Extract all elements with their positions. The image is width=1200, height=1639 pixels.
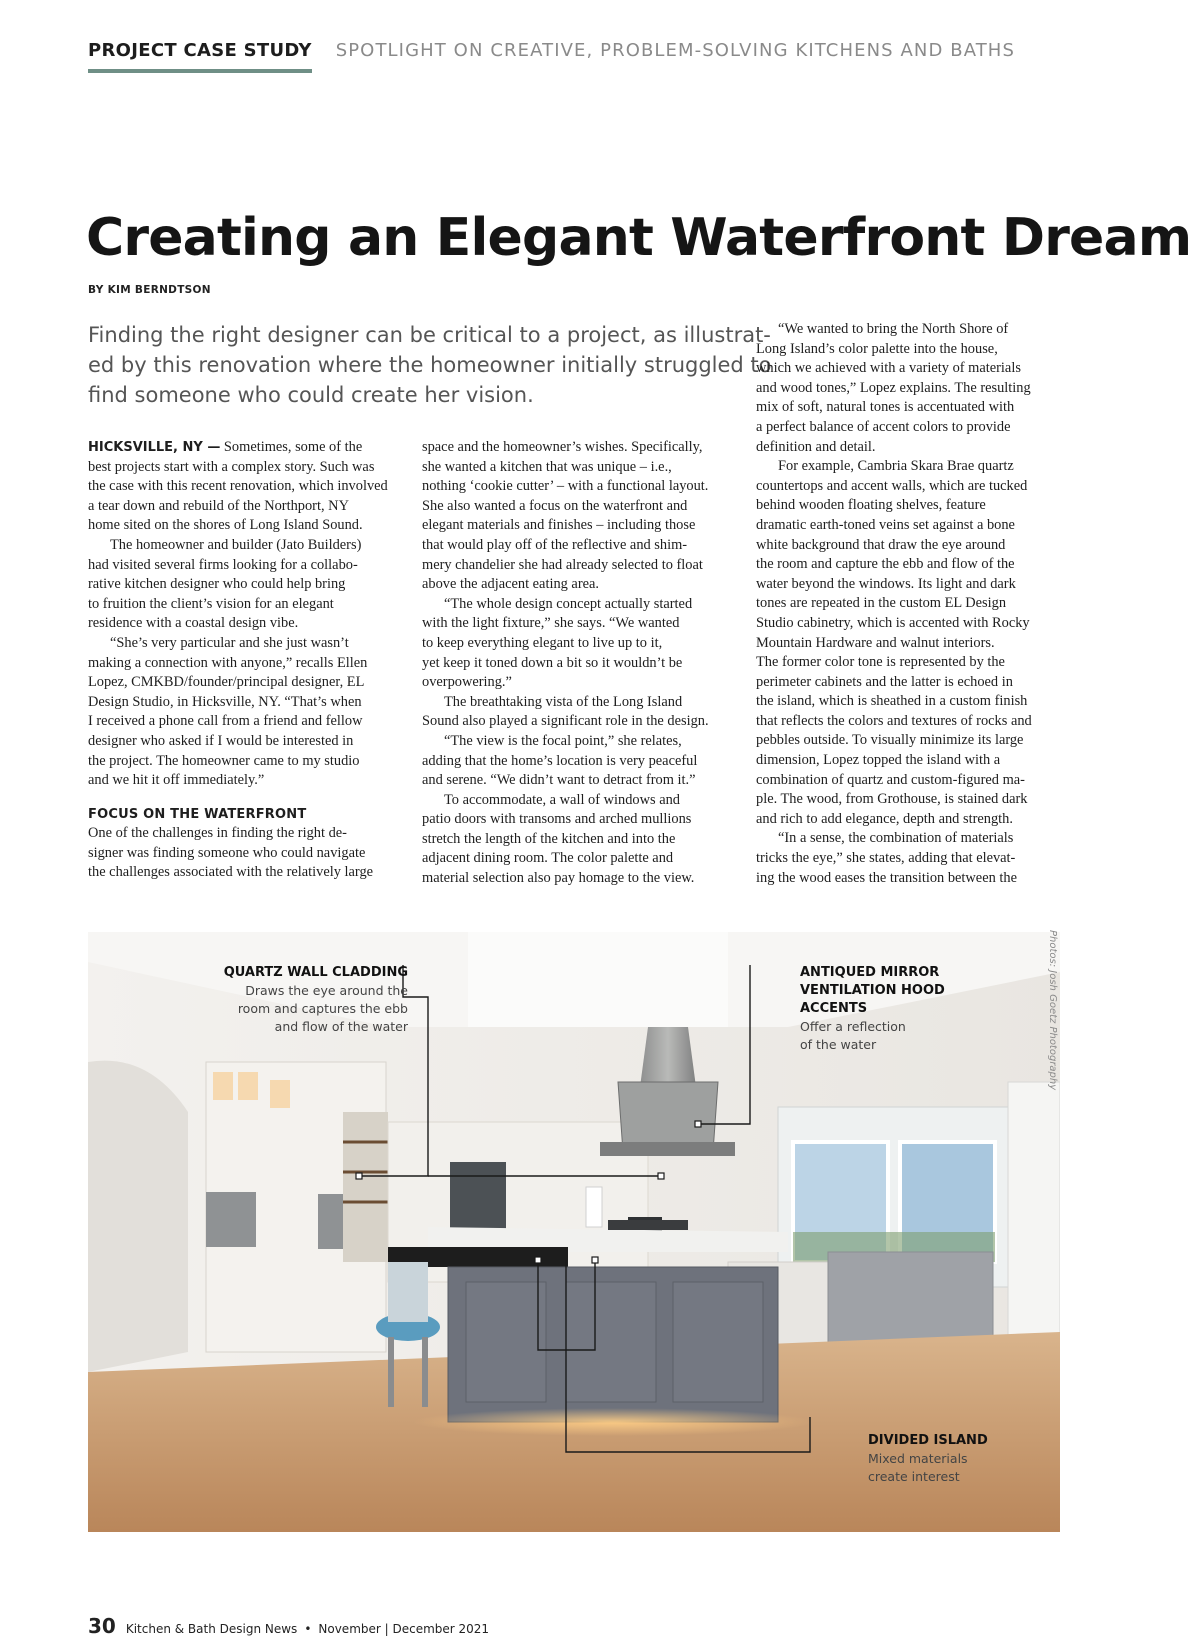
text-line: a tear down and rebuild of the Northport, NY: [88, 497, 349, 514]
callout-island: [868, 1432, 1038, 1486]
section-header: [88, 40, 1015, 74]
text-line: which we achieved with a variety of materials: [756, 360, 1021, 377]
callout-quartz: [200, 964, 408, 1036]
text-line: residence with a coastal design vibe.: [88, 615, 299, 632]
callout-heading: VENTILATION HOOD: [800, 983, 945, 998]
text-line: countertops and accent walls, which are tucked: [756, 477, 1028, 494]
section-tagline: SPOTLIGHT ON CREATIVE, PROBLEM-SOLVING KITCHENS AND BATHS: [335, 40, 1015, 61]
footer-separator: •: [304, 1622, 312, 1636]
text-line: rative kitchen designer who could help bring: [88, 576, 346, 593]
issue-date: November | December 2021: [318, 1622, 490, 1636]
text-fragment: Sometimes, some of the: [220, 439, 363, 455]
callout-body: Mixed materials: [868, 1451, 968, 1466]
island-marker: [592, 1257, 598, 1263]
text-line: “We wanted to bring the North Shore of: [778, 321, 1009, 337]
wall-oven: [206, 1192, 256, 1247]
callout-body: and flow of the water: [274, 1019, 408, 1034]
island-marker: [535, 1257, 541, 1263]
text-line: that would play off of the reflective and shim-: [422, 536, 688, 553]
article-deck: [88, 320, 772, 410]
text-line: The homeowner and builder (Jato Builders): [110, 536, 362, 553]
vase: [586, 1187, 602, 1227]
mirror-marker: [695, 1121, 701, 1127]
text-line: white background that draw the eye around: [756, 536, 1006, 553]
text-line: and wood tones,” Lopez explains. The resulting: [756, 379, 1031, 396]
hood-base: [600, 1142, 735, 1156]
glass-cabinet: [270, 1080, 290, 1108]
callout-body: Offer a reflection: [800, 1019, 906, 1034]
glass-cabinet: [213, 1072, 233, 1100]
text-line: nothing ‘cookie cutter’ – with a functional layout.: [422, 478, 709, 495]
island-panel: [466, 1282, 546, 1402]
deck-line: find someone who could create her vision.: [88, 383, 534, 407]
text-line: the project. The homeowner came to my studio: [88, 752, 360, 769]
arch-doorway: [88, 1061, 188, 1372]
article-column-2: [422, 438, 734, 889]
antiqued-mirror-hood: [618, 1082, 718, 1152]
text-line: the room and capture the ebb and flow of the: [756, 556, 1015, 573]
text-line: adjacent dining room. The color palette and: [422, 850, 674, 867]
text-line: space and the homeowner’s wishes. Specifically,: [422, 439, 703, 455]
text-line: the island, which is sheathed in a custom finish: [756, 693, 1028, 710]
text-line: ing the wood eases the transition between the: [756, 869, 1017, 886]
text-line: adding that the home’s location is very peaceful: [422, 752, 698, 769]
glass-cabinet: [238, 1072, 258, 1100]
article-column-3: [756, 320, 1068, 888]
text-line: “She’s very particular and she just wasn’t: [110, 634, 349, 651]
text-line: to keep everything elegant to live up to it,: [422, 634, 663, 651]
callout-body: of the water: [800, 1037, 877, 1052]
text-line: patio doors with transoms and arched mullions: [422, 811, 692, 828]
photo-credit: Photos: Josh Goetz Photography: [1047, 930, 1058, 1091]
page-number: 30: [88, 1614, 116, 1638]
ceiling-soffit: [468, 932, 728, 1027]
text-line: tones are repeated in the custom EL Design: [756, 595, 1007, 612]
text-line: with the light fixture,” she says. “We wanted: [422, 615, 680, 632]
text-line: Sound also played a significant role in the design.: [422, 713, 709, 730]
text-line: making a connection with anyone,” recalls Ellen: [88, 654, 368, 671]
text-line: mery chandelier she had already selected to float: [422, 556, 703, 573]
text-line: signer was finding someone who could navigate: [88, 844, 366, 861]
island-panel: [673, 1282, 763, 1402]
text-line: “The view is the focal point,” she relates,: [444, 732, 682, 749]
text-line: dimension, Lopez topped the island with a: [756, 752, 1001, 769]
text-line: Long Island’s color palette into the house,: [756, 340, 998, 357]
text-line: She also wanted a focus on the waterfront and: [422, 497, 688, 514]
cooktop: [608, 1220, 688, 1230]
deck-line: ed by this renovation where the homeowner initially struggled to: [88, 353, 772, 377]
article-byline: BY KIM BERNDTSON: [88, 284, 211, 296]
text-line: definition and detail.: [756, 438, 876, 455]
patio-door: [1008, 1082, 1060, 1372]
callout-body: create interest: [868, 1469, 960, 1484]
text-line: ple. The wood, from Grothouse, is stained dark: [756, 791, 1028, 808]
text-line: stretch the length of the kitchen and into the: [422, 830, 676, 847]
text-line: yet keep it toned down a bit so it wouldn’t be: [422, 654, 683, 671]
text-line: designer who asked if I would be interested in: [88, 732, 354, 749]
text-line: One of the challenges in finding the right de-: [88, 825, 347, 842]
text-line: dramatic earth-toned veins set against a bone: [756, 516, 1015, 533]
article-title: Creating an Elegant Waterfront Dream: [86, 208, 1192, 268]
subhead: FOCUS ON THE WATERFRONT: [88, 806, 307, 822]
text-line: I received a phone call from a friend and fellow: [88, 713, 363, 730]
text-line: behind wooden floating shelves, feature: [756, 497, 986, 514]
text-line: pebbles outside. To visually minimize its large: [756, 732, 1024, 749]
page-footer: [88, 1614, 489, 1638]
text-line: had visited several firms looking for a collabo-: [88, 556, 358, 573]
section-kicker: PROJECT CASE STUDY: [88, 40, 312, 73]
text-line: water beyond the windows. Its light and dark: [756, 575, 1016, 592]
publication-name: Kitchen & Bath Design News: [125, 1622, 298, 1636]
text-line: Design Studio, in Hicksville, NY. “That’s when: [88, 693, 362, 710]
text-line: the case with this recent renovation, which involved: [88, 478, 388, 495]
text-line: The breathtaking vista of the Long Island: [444, 693, 683, 710]
text-line: to fruition the client’s vision for an elegant: [88, 595, 334, 612]
text-line: overpowering.”: [422, 674, 512, 691]
callout-heading: ACCENTS: [800, 1001, 868, 1016]
callout-heading: DIVIDED ISLAND: [868, 1433, 988, 1448]
quartz-marker: [658, 1173, 664, 1179]
dateline: HICKSVILLE, NY —: [88, 440, 221, 455]
under-cabinet-glow: [413, 1408, 813, 1436]
text-line: Lopez, CMKBD/founder/principal designer, EL: [88, 674, 365, 691]
callout-body: room and captures the ebb: [237, 1001, 408, 1016]
text-line: and rich to add elegance, depth and strength.: [756, 810, 1013, 827]
text-line: “In a sense, the combination of materials: [778, 830, 1014, 847]
text-line: elegant materials and finishes – including those: [422, 517, 696, 534]
deck-line: Finding the right designer can be critical to a project, as illustrat-: [88, 323, 771, 347]
quartz-wall: [343, 1112, 388, 1262]
callout-body: Draws the eye around the: [245, 983, 408, 998]
quartz-marker: [356, 1173, 362, 1179]
text-line: perimeter cabinets and the latter is echoed in: [756, 673, 1013, 690]
bar-stool-back: [388, 1262, 428, 1322]
text-line: For example, Cambria Skara Brae quartz: [778, 458, 1014, 475]
text-line: a perfect balance of accent colors to provide: [756, 418, 1011, 435]
callout-mirror: [800, 964, 980, 1054]
text-line: “The whole design concept actually started: [444, 595, 693, 612]
text-line: mix of soft, natural tones is accentuated with: [756, 399, 1015, 416]
text-line: Mountain Hardware and walnut interiors.: [756, 634, 995, 651]
text-line: she wanted a kitchen that was unique – i.e.,: [422, 458, 672, 475]
text-line: [88, 438, 400, 458]
article-column-1: [88, 438, 400, 883]
text-line: Studio cabinetry, which is accented with Rocky: [756, 614, 1030, 631]
callout-heading: QUARTZ WALL CLADDING: [223, 965, 408, 980]
text-line: material selection also pay homage to the view.: [422, 870, 695, 887]
text-line: that reflects the colors and textures of rocks and: [756, 712, 1032, 729]
text-line: above the adjacent eating area.: [422, 576, 599, 593]
island-panel: [566, 1282, 656, 1402]
text-line: and we hit it off immediately.”: [88, 772, 265, 789]
text-line: the challenges associated with the relatively large: [88, 864, 374, 881]
callout-heading: ANTIQUED MIRROR: [800, 965, 940, 980]
text-line: tricks the eye,” she states, adding that elevat-: [756, 850, 1016, 867]
text-line: best projects start with a complex story. Such was: [88, 458, 375, 475]
text-line: combination of quartz and custom-figured ma-: [756, 771, 1025, 788]
text-line: To accommodate, a wall of windows and: [444, 791, 680, 808]
text-line: The former color tone is represented by the: [756, 654, 1005, 671]
text-line: home sited on the shores of Long Island Sound.: [88, 517, 363, 534]
text-line: and serene. “We didn’t want to detract from it.”: [422, 772, 696, 789]
